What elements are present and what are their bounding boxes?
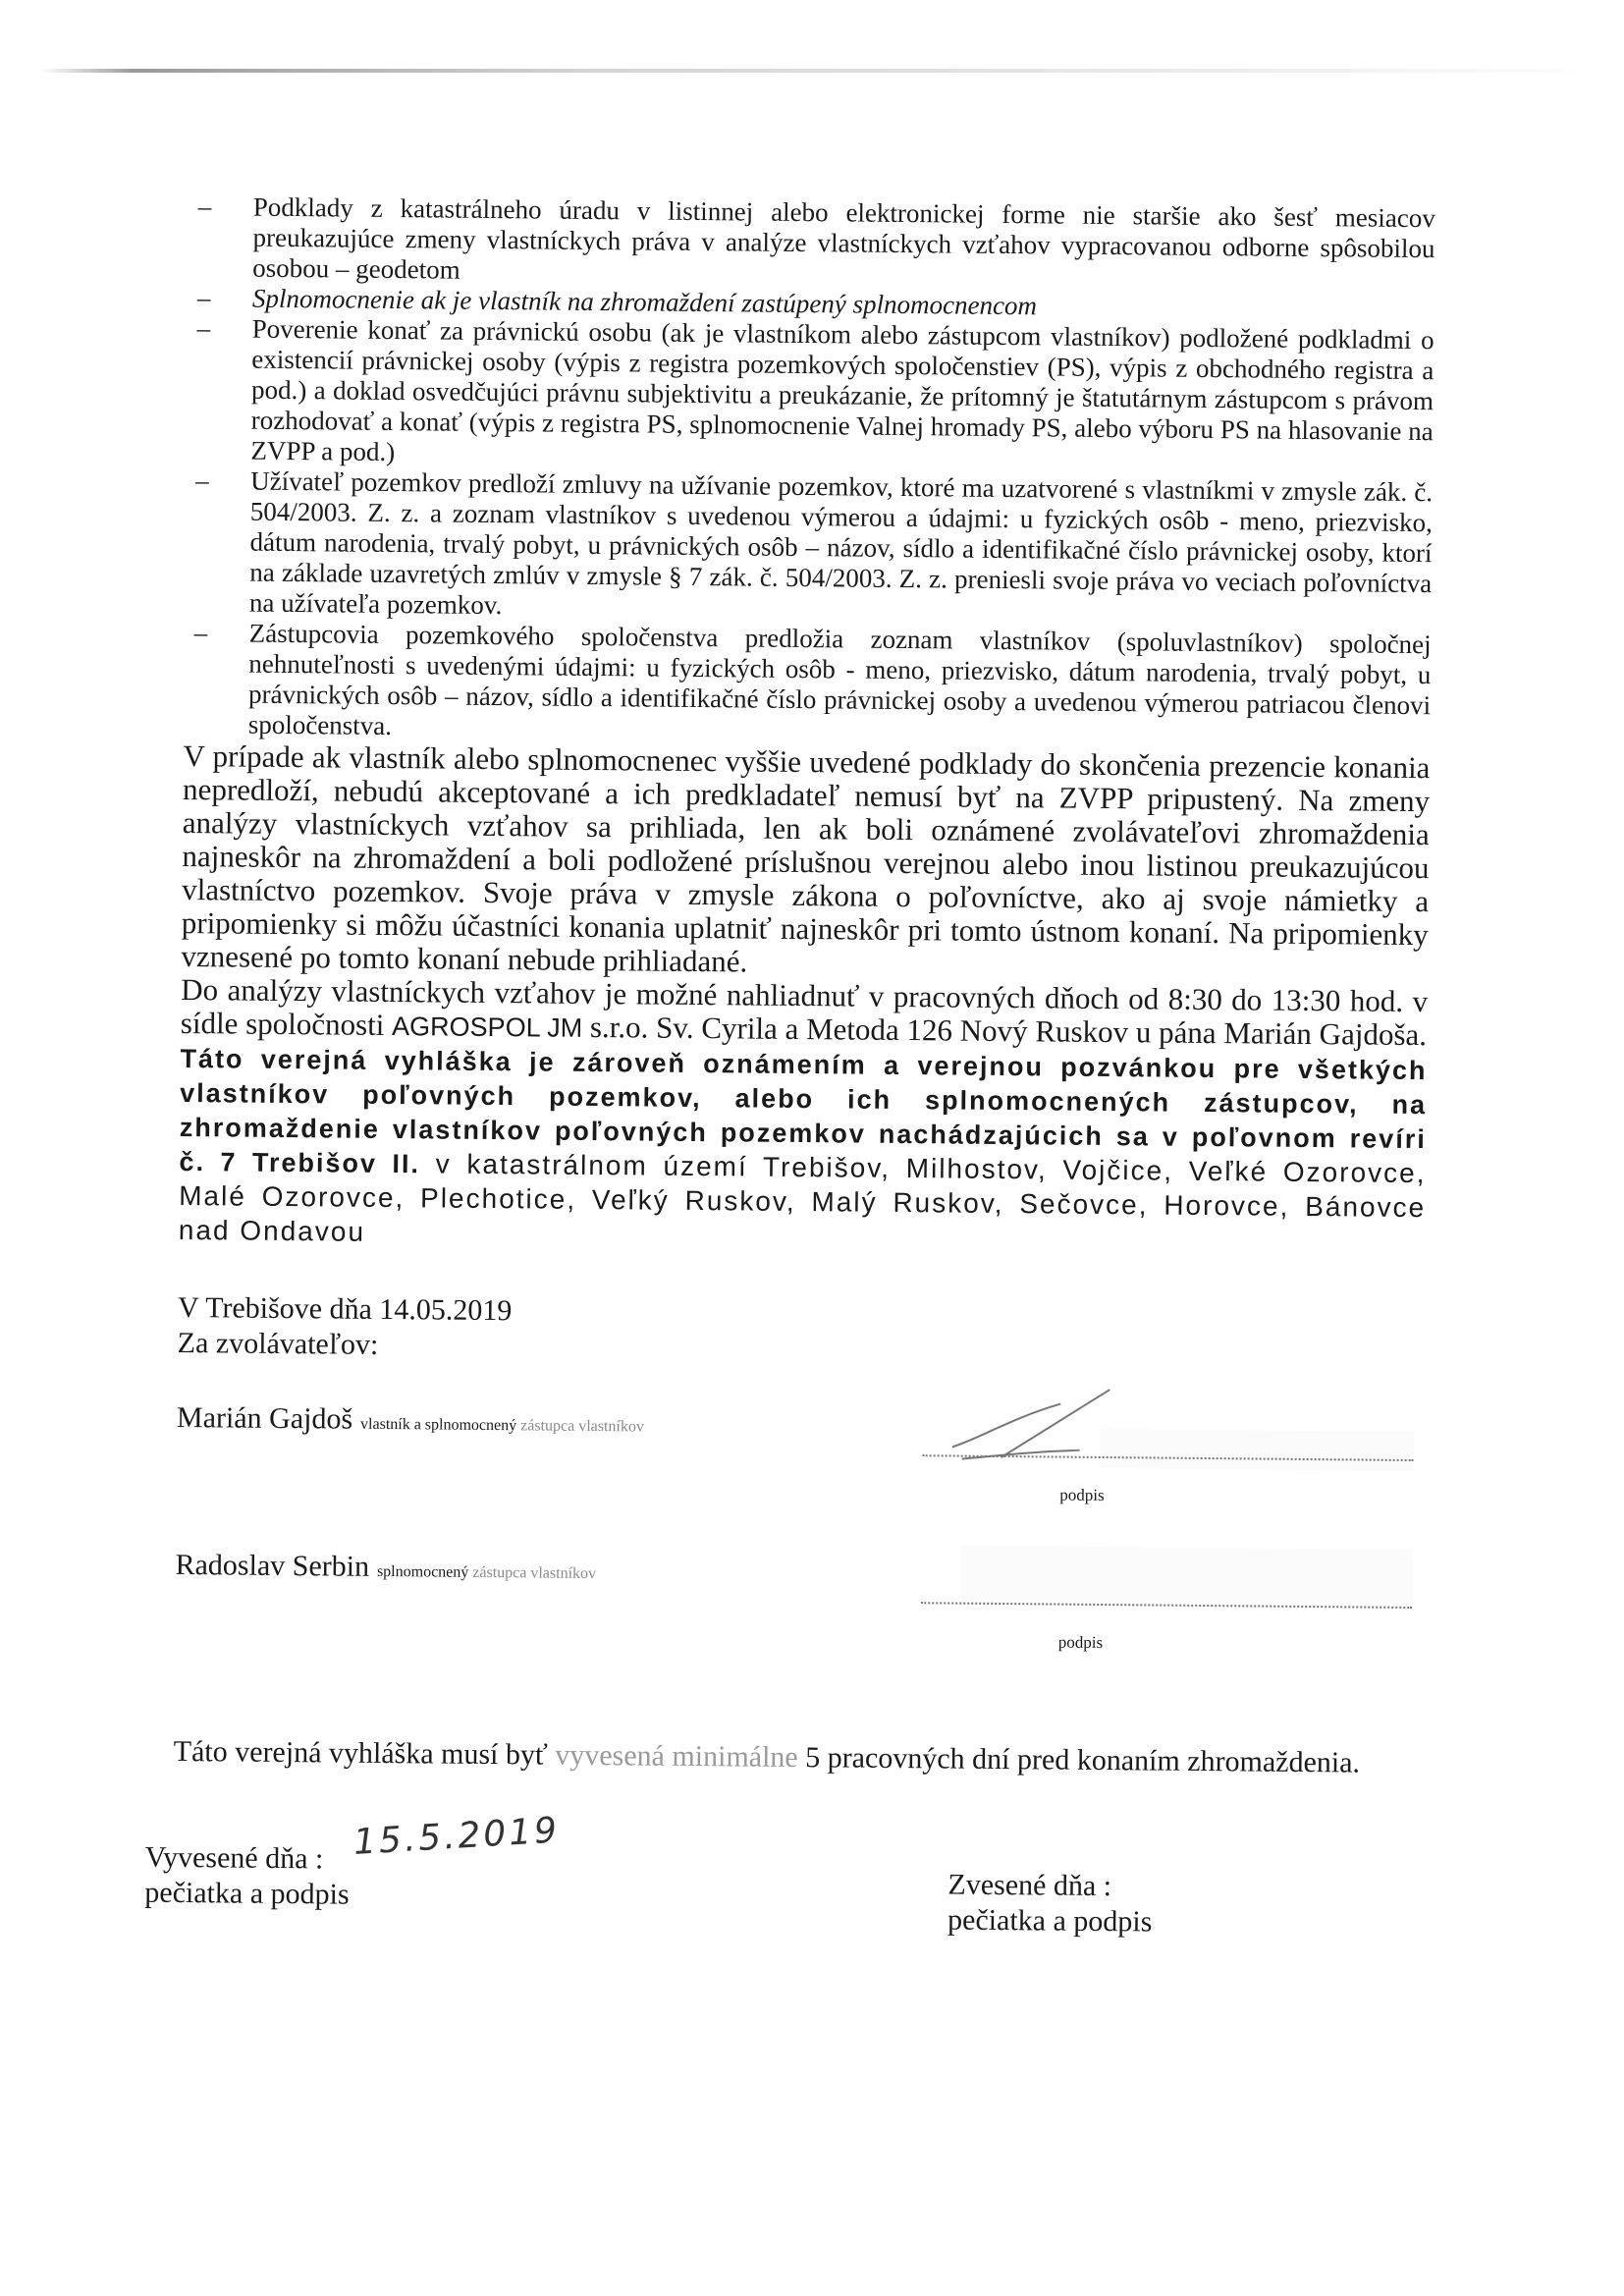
dash-bullet: – — [196, 313, 211, 344]
signature-row-gajdos — [176, 1400, 1424, 1559]
inspection-address: s.r.o. Sv. Cyrila a Metoda 126 Nový Ruskov u pána Marián Gajdoša. — [582, 1009, 1428, 1053]
signatory-role — [360, 1416, 644, 1436]
notice-faded: vyvesená minimálne — [555, 1738, 798, 1775]
posted-date-handwritten: 15.5.2019 — [352, 1810, 562, 1863]
list-item-text: Splnomocnenie ak je vlastník na zhromaždení zastúpený splnomocnencom — [251, 283, 1038, 321]
dash-bullet: – — [196, 283, 211, 313]
removed-block — [947, 1868, 1153, 1941]
paragraph-inspection — [181, 973, 1429, 1053]
list-item — [186, 313, 1434, 477]
paragraph-conditions: V prípade ak vlastník alebo splnomocnenec vyššie uvedené podklady do skončenia prezencie konania nepredloží, nebudú akceptované a ich predkladateľ nemusí byť na ZVPP pripustený. Na zmeny analýzy vlastníckych vzťahov sa prihliada, len ak boli oznámené zvolávateľovi zhromaždenia najneskôr na zhromaždení a boli podložené príslušnou verejnou alebo inou listinou preukazujúcou vlastníctvo pozemkov. Svoje práva v zmysle zákona o poľovníctve, ako aj svoje námietky a pripomienky si môžu účastníci konania uplatniť najneskôr pri tomto ústnom konaní. Na pripomienky vznesené po tomto konaní nebude prihliadané. — [181, 738, 1431, 979]
document-page — [144, 191, 1435, 1990]
place-date-text: V Trebišove dňa 14.05.2019 — [177, 1290, 513, 1328]
posting-stamps — [144, 1810, 1420, 1990]
posted-stamp-label: pečiatka a podpis — [144, 1876, 350, 1911]
notice-end: 5 pracovných dní pred konaním zhromaždenia. — [797, 1741, 1361, 1779]
list-item-text: Užívateľ pozemkov predloží zmluvy na užívanie pozemkov, ktoré ma uzatvorené s vlastníkmi v zmysle zák. č. 504/2003. Z. z. a zoznam vlastníkov s uvedenou výmerou a údajmi: u fyzických osôb - meno, priezvisko, dátum narodenia, trvalý pobyt, u právnických osôb – názov, sídlo a identifikačné číslo právnickej osoby, ktorí na základe uzavretých zmlúv v zmysle § 7 zák. č. 504/2003. Z. z. preniesli svoje práva vo veciach poľovníctva na užívateľa pozemkov. — [248, 465, 1434, 621]
list-item — [188, 191, 1435, 295]
signatory-name — [175, 1548, 596, 1591]
dash-bullet: – — [197, 191, 212, 222]
removed-stamp-label: pečiatka a podpis — [947, 1903, 1153, 1939]
posted-label: Vyvesené dňa : — [144, 1840, 324, 1876]
list-item-text: Poverenie konať za právnickú osobu (ak je vlastníkom alebo zástupcom vlastníkov) podložené podkladmi o existencií právnickej osoby (výpis z registra pozemkových spoločenstiev (PS), výpis z obchodného registra a pod.) a doklad osvedčujúci právnu subjektivitu a preukázanie, že prítomný je štatutárnym zástupcom s právom rozhodovať a konať (výpis z registra PS, splnomocnenie Valnej hromady PS, alebo výboru PS na hlasovanie na ZVPP a pod.) — [250, 313, 1435, 467]
signatory-role-text: splnomocnený — [376, 1562, 469, 1581]
paragraph-invitation — [179, 1041, 1428, 1259]
redacted-signature — [960, 1546, 1413, 1609]
inspection-text: Do analýzy vlastníckych vzťahov je možné nahliadnuť v pracovných dňoch od 8:30 do 13:30 hod. v sídle spoločnosti — [180, 971, 1429, 1043]
signatory-role — [377, 1563, 596, 1582]
convener-label: Za zvolávateľov: — [177, 1326, 379, 1361]
signatory-name-text: Radoslav Serbin — [175, 1548, 370, 1583]
list-item — [184, 618, 1432, 751]
signature-caption: podpis — [1057, 1632, 1104, 1653]
signatory-name — [177, 1400, 644, 1445]
removed-label: Zvesené dňa : — [947, 1868, 1112, 1903]
signatory-name-text: Marián Gajdoš — [176, 1400, 353, 1436]
requirements-list — [184, 191, 1435, 751]
scan-edge-line — [39, 69, 1610, 73]
posted-block — [144, 1810, 562, 1913]
signatory-role-faded: zástupca vlastníkov — [472, 1563, 597, 1583]
invitation-cadastre: v katastrálnom území Trebišov, Milhostov, Vojčice, Veľké Ozorovce, Malé Ozorovce, Plechotice, Veľký Ruskov, Malý Ruskov, Sečovce, Horovce, Bánovce nad Ondavou — [178, 1148, 1427, 1247]
list-item-text: Zástupcovia pozemkového spoločenstva predložia zoznam vlastníkov (spoluvlastníkov) spoločnej nehnuteľnosti s uvedenými údajmi: u fyzických osôb - meno, priezvisko, dátum narodenia, trvalý pobyt, u právnických osôb – názov, sídlo a identifikačné číslo právnickej osoby a uvedenou výmerou patriacou členovi spoločenstva. — [247, 618, 1432, 741]
dash-bullet: – — [195, 465, 209, 496]
company-name: AGROSPOL JM — [391, 1011, 583, 1043]
list-item-text: Podklady z katastrálneho úradu v listinnej alebo elektronickej forme nie staršie ako šesť mesiacov preukazujúce zmeny vlastníckych práva v analýze vlastníckych vzťahov vypracovanou odborne spôsobilou osobou – geodetom — [252, 191, 1435, 285]
signatory-role-faded: zástupca vlastníkov — [520, 1417, 644, 1436]
notice-start: Táto verejná vyhláška musí byť — [173, 1734, 556, 1772]
redacted-signature — [1100, 1429, 1414, 1471]
signature-row-serbin — [174, 1548, 1422, 1707]
list-item — [185, 465, 1433, 629]
invitation-bold: Táto verejná vyhláška je zároveň oznámením a verejnou pozvánkou pre všetkých vlastníkov poľovných pozemkov, alebo ich splnomocnených zástupcov, na zhromaždenie vlastníkov poľovných pozemkov nachádzajúcich sa v poľovnom revíri č. 7 Trebišov II. — [179, 1043, 1428, 1179]
place-and-date — [178, 1290, 1426, 1373]
signature-caption: podpis — [1059, 1485, 1105, 1505]
dash-bullet: – — [193, 618, 208, 648]
posting-notice — [174, 1734, 1421, 1781]
signatory-role-text: vlastník a splnomocnený — [360, 1415, 517, 1435]
